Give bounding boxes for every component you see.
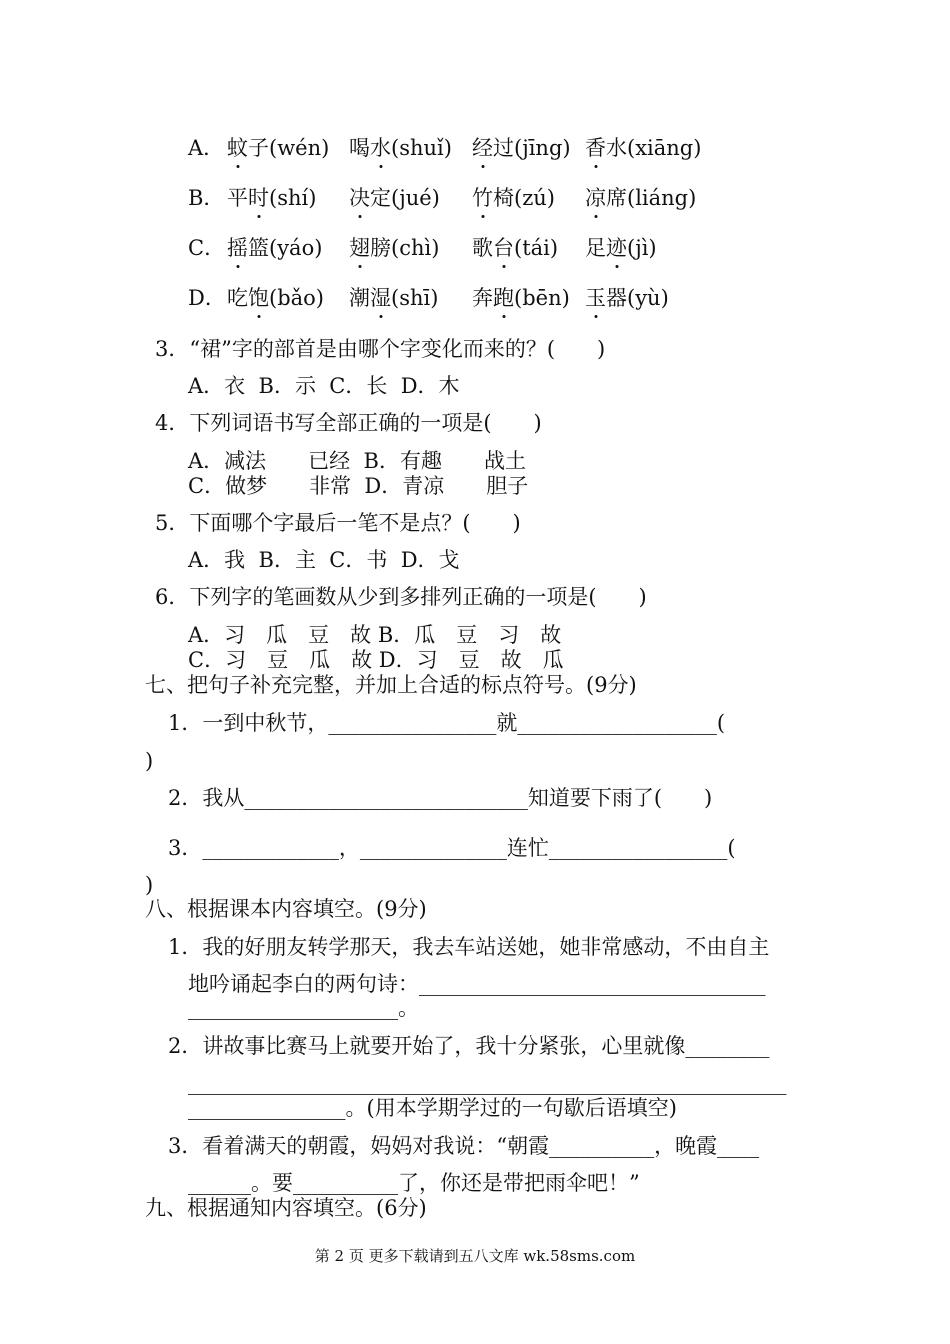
section-8-item-1-line-2: 地吟诵起李白的两句诗：_________________________________ [188, 972, 766, 996]
word-char: 席 [606, 186, 627, 210]
word-char: 子 [248, 136, 269, 160]
pinyin: (liáng) [627, 186, 697, 210]
pinyin: (yù) [627, 286, 669, 310]
pinyin: (yáo) [269, 236, 323, 260]
pinyin: (chì) [391, 236, 440, 260]
pinyin-word-option [585, 135, 701, 161]
pinyin: (xiāng) [627, 136, 702, 160]
pinyin-word-option [472, 285, 570, 311]
pinyin-word-option [349, 135, 452, 161]
pinyin-word-option [585, 285, 669, 311]
word-char: 喝 [349, 136, 370, 160]
question-3: 3．“裙”字的部首是由哪个字变化而来的？( ) [155, 337, 606, 361]
pinyin-word-option [227, 185, 316, 211]
dotted-char: 台 [493, 236, 514, 260]
pinyin: (bǎo) [269, 286, 324, 310]
word-char: 器 [606, 286, 627, 310]
dotted-char: 跑 [493, 286, 514, 310]
dotted-char: 决 [349, 186, 370, 210]
option-letter: A． [188, 136, 225, 160]
pinyin-word-option [349, 185, 440, 211]
question-6-options-row-1: A．习 瓜 豆 故 B．瓜 豆 习 故 [188, 623, 562, 647]
section-7-item-3-end: ) [145, 873, 154, 897]
word-char: 平 [227, 186, 248, 210]
word-char: 奔 [472, 286, 493, 310]
dotted-char: 时 [248, 186, 269, 210]
pinyin: (shí) [269, 186, 317, 210]
pinyin-word-option [472, 135, 571, 161]
pinyin-word-option [227, 285, 324, 311]
option-letter: C． [188, 236, 226, 260]
pinyin-word-option [472, 235, 558, 261]
pinyin: (tái) [514, 236, 559, 260]
question-3-options: A．衣 B．示 C．长 D．木 [188, 374, 460, 398]
question-4: 4．下列词语书写全部正确的一项是( ) [155, 411, 542, 435]
section-7-item-2: 2．我从___________________________知道要下雨了( ) [168, 786, 713, 810]
section-8-item-3-line-1: 3．看着满天的朝霞，妈妈对我说：“朝霞__________，晚霞____ [168, 1134, 760, 1158]
section-8-item-2-line-2: _________________________________________________________ [188, 1071, 787, 1095]
word-char: 篮 [248, 236, 269, 260]
dotted-char: 香 [585, 136, 606, 160]
pinyin-word-option [349, 285, 438, 311]
pinyin-word-option [472, 185, 555, 211]
pinyin-word-option [349, 235, 439, 261]
word-char: 过 [493, 136, 514, 160]
pinyin-word-option [227, 235, 322, 261]
dotted-char: 水 [370, 136, 391, 160]
question-6-options-row-2: C．习 豆 瓜 故 D．习 豆 故 瓜 [188, 648, 564, 672]
pinyin: (bēn) [514, 286, 570, 310]
dotted-char: 凉 [585, 186, 606, 210]
dotted-char: 摇 [227, 236, 248, 260]
pinyin: (shī) [391, 286, 439, 310]
question-4-options-row-1: A．减法 已经 B．有趣 战土 [188, 449, 526, 473]
question-5: 5．下面哪个字最后一笔不是点？( ) [155, 511, 521, 535]
section-8-item-1-line-3: ____________________。 [188, 996, 419, 1020]
word-char: 歌 [472, 236, 493, 260]
dotted-char: 翅 [349, 236, 370, 260]
dotted-char: 迹 [606, 236, 627, 260]
section-8-item-1-line-1: 1．我的好朋友转学那天，我去车站送她，她非常感动，不由自主 [168, 935, 770, 959]
option-letter: D． [188, 286, 226, 310]
pinyin: (jīng) [514, 136, 571, 160]
dotted-char: 经 [472, 136, 493, 160]
word-char: 椅 [493, 186, 514, 210]
section-8-item-3-line-2: ______。要__________了，你还是带把雨伞吧！” [188, 1171, 640, 1195]
word-char: 潮 [349, 286, 370, 310]
question-6: 6．下列字的笔画数从少到多排列正确的一项是( ) [155, 585, 647, 609]
pinyin: (zú) [514, 186, 555, 210]
pinyin: (wén) [269, 136, 330, 160]
question-5-options: A．我 B．主 C．书 D．戈 [188, 548, 460, 572]
section-8-item-2-line-1: 2．讲故事比赛马上就要开始了，我十分紧张，心里就像________ [168, 1034, 770, 1058]
pinyin: (shuǐ) [391, 136, 452, 160]
pinyin-word-option [585, 235, 657, 261]
section-7-title: 七、把句子补充完整，并加上合适的标点符号。(9分) [145, 673, 637, 697]
section-7-item-1-end: ) [145, 749, 154, 773]
dotted-char: 蚊 [227, 136, 248, 160]
option-letter: B． [188, 186, 225, 210]
word-char: 足 [585, 236, 606, 260]
pinyin: (jì) [627, 236, 657, 260]
word-char: 定 [370, 186, 391, 210]
section-8-title: 八、根据课本内容填空。(9分) [145, 897, 427, 921]
section-7-item-3: 3．_____________，______________连忙_________________( [168, 836, 736, 860]
dotted-char: 湿 [370, 286, 391, 310]
dotted-char: 竹 [472, 186, 493, 210]
question-4-options-row-2: C．做梦 非常 D．青凉 胆子 [188, 474, 529, 498]
page-footer: 第 2 页 更多下载请到五八文库 wk.58sms.com [314, 1247, 636, 1265]
dotted-char: 玉 [585, 286, 606, 310]
word-char: 吃 [227, 286, 248, 310]
dotted-char: 饱 [248, 286, 269, 310]
pinyin-word-option [585, 185, 696, 211]
pinyin-word-option [227, 135, 329, 161]
word-char: 水 [606, 136, 627, 160]
pinyin: (jué) [391, 186, 440, 210]
section-9-title: 九、根据通知内容填空。(6分) [145, 1196, 427, 1220]
section-7-item-1: 1．一到中秋节，________________就___________________( [168, 711, 726, 735]
word-char: 膀 [370, 236, 391, 260]
section-8-item-2-line-3: _______________。(用本学期学过的一句歇后语填空) [188, 1096, 677, 1120]
